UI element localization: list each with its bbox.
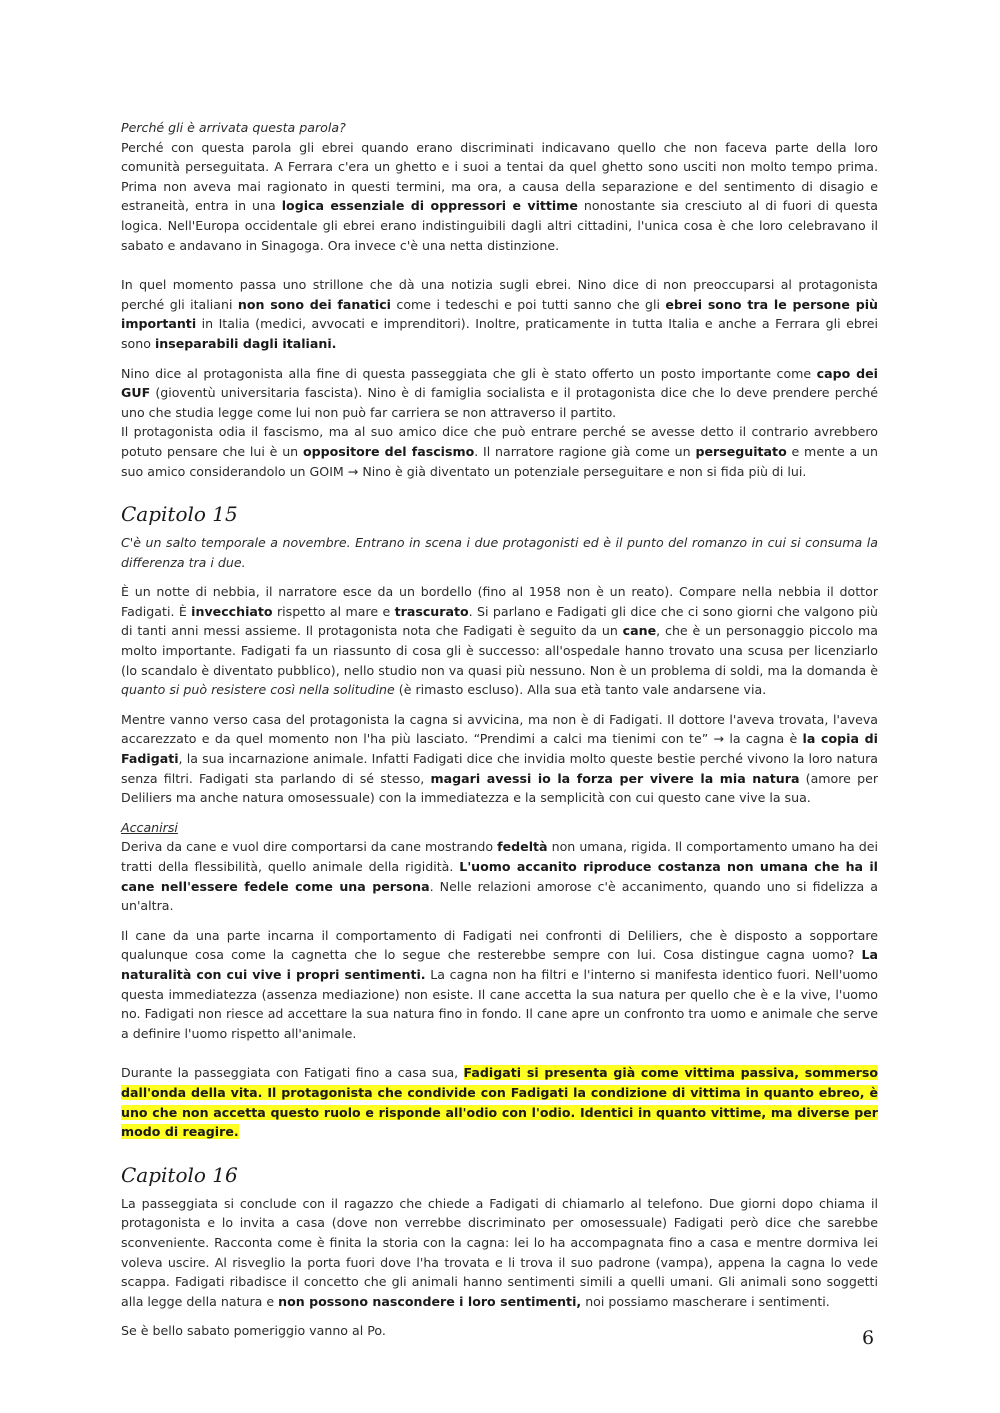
bold-phrase: la copia di Fadigati	[121, 731, 878, 767]
paragraph-phone-call: La passeggiata si conclude con il ragazzo che chiede a Fadigati di chiamarlo al telefono. Due giorni dopo chiama il protagonista e lo invita a casa (dove non verrebbe discriminato per omosessuale) Fadigati però dice che sarebbe sconveniente. Racconta come è finita la storia con la cagna: lei lo ha accompagnata fino a casa e mentre dormiva lei voleva uscire. Al risveglio la porta fuori dove l'ha trovata e li trova il suo padrone (vampa), appena la cagna lo vede scappa. Fadigati ribadisce il concetto che gli animali hanno sentimenti simili a quelli umani. Gli animali sono soggetti alla legge della natura e non possono nascondere i loro sentimenti, noi possiamo mascherare i sentimenti.	[121, 1195, 878, 1309]
paragraph-oppressors: Perché con questa parola gli ebrei quando erano discriminati indicavano quello che non faceva parte della loro comunità perseguitata. A Ferrara c'era un ghetto e i suoi a tentai da quel ghetto sono usciti non molto tempo prima. Prima non aveva mai ragionato in questi termini, ma ora, a causa della separazione e del sentimento di disagio e estraneità, entra in una logica essenziale di oppressori e vittime nonostante sia cresciuto al di fuori di questa logica. Nell'Europa occidentale gli ebrei erano indistinguibili dagli altri cittadini, l'unica cosa è che loro celebravano il sabato e andavano in Sinagoga. Ora invece c'è una netta distinzione.	[121, 139, 878, 253]
question-text: Perché gli è arrivata questa parola?	[121, 120, 346, 135]
paragraph-strillone: In quel momento passa uno strillone che dà una notizia sugli ebrei. Nino dice di non preoccuparsi al protagonista perché gli italiani non sono dei fanatici come i tedeschi e poi tutti sanno che gli ebrei sono tra le persone più importanti in Italia (medici, avvocati e imprenditori). Inoltre, praticamente in tutta Italia e anche a Ferrara gli ebrei sono inseparabili dagli italiani.	[121, 277, 879, 351]
paragraph-fog-night: È un notte di nebbia, il narratore esce da un bordello (fino al 1958 non è un reato). Compare nella nebbia il dottor Fadigati. È invecchiato rispetto al mare e trascurato. Si parlano e Fadigati gli dice che ci sono giorni che valgono più di tanti anni messi assieme. Il protagonista nota che Fadigati è seguito da un cane, che è un personaggio piccolo ma molto importante. Fadigati fa un riassunto di cosa gli è successo: all'ospedale hanno trovato una scusa per licenziarlo (lo scandalo è diventato pubblico), nello studio non va quasi più nessuno. Non è un problema di soldi, ma la domanda è quanto si può resistere così nella solitudine (è rimasto escluso). Alla sua età tanto vale andarsene via.	[121, 584, 878, 698]
paragraph-fascism: Il protagonista odia il fascismo, ma al suo amico dice che può entrare perché se avesse detto il contrario avrebbero potuto pensare che lui è un oppositore del fascismo. Il narratore ragione già come un perseguitato e mente a un suo amico considerandolo un GOIM → Nino è già diventato un potenziale perseguitare e non si fida più di lui.	[121, 424, 878, 479]
bold-phrase: magari avessi io la forza per vivere la mia natura	[430, 770, 800, 786]
bold-phrase: fedeltà	[497, 839, 548, 855]
paragraph-dog: Mentre vanno verso casa del protagonista la cagna si avvicina, ma non è di Fadigati. Il dottore l'aveva trovata, l'aveva accarezzato e da quel momento non l'ha più lasciato. “Prendimi a calci ma tienimi con te” → la cagna è la copia di Fadigati, la sua incarnazione animale. Infatti Fadigati dice che invidia molto queste bestie perché vivono la loro natura senza filtri. Fadigati sta parlando di sé stesso, magari avessi io la forza per vivere la mia natura (amore per Deliliers ma anche natura omosessuale) con la immediatezza e la semplicità con cui questo cane vive la sua.	[121, 711, 879, 806]
bold-phrase: La naturalità con cui vive i propri sentimenti.	[121, 947, 878, 982]
bold-phrase: capo dei GUF	[121, 365, 878, 401]
bold-phrase: non sono dei fanatici	[237, 296, 391, 312]
bold-phrase: L'uomo accanito riproduce costanza non umana che ha il cane nell'essere fedele come una persona	[121, 859, 878, 894]
question-line	[121, 118, 878, 138]
bold-phrase: trascurato	[394, 603, 469, 619]
paragraph-naturalness: Il cane da una parte incarna il comportamento di Fadigati nei confronti di Deliliers, che è disposto a sopportare qualunque cosa come la cagnetta che lo segue che resterebbe sempre con lui. Cosa distingue cagna uomo? La naturalità con cui vive i propri sentimenti. La cagna non ha filtri e l'interno si manifesta identico fuori. Nell'uomo questa immediatezza (assenza mediazione) non esiste. Il cane accetta la sua natura per quello che è e la vive, l'uomo no. Fadigati non riesce ad accettare la sua natura fino in fondo. Il cane apre un confronto tra uomo e animale che serve a definire l'uomo rispetto all'animale.	[121, 927, 878, 1041]
page-number: 6	[862, 1327, 875, 1349]
bold-phrase: non possono nascondere i loro sentimenti,	[278, 1293, 582, 1309]
bold-phrase: invecchiato	[191, 603, 273, 619]
chapter-15-title: Capitolo 15	[121, 502, 238, 527]
bold-phrase: logica essenziale di oppressori e vittime	[281, 198, 578, 214]
chapter-16-title: Capitolo 16	[121, 1162, 238, 1187]
bold-phrase: oppositore del fascismo	[302, 443, 475, 459]
page-content	[121, 118, 878, 1341]
bold-phrase: perseguitato	[695, 443, 787, 459]
highlighted-phrase: Fadigati si presenta già come vittima passiva, sommerso dall'onda della vita. Il protagonista che condivide con Fadigati la condizione di vittima in quanto ebreo, è uno che non accetta questo ruolo e risponde all'odio con l'odio. Identici in quanto vittime, ma diverse per modo di reagire.	[121, 1065, 879, 1140]
paragraph-guf: Nino dice al protagonista alla fine di questa passeggiata che gli è stato offerto un posto importante come capo dei GUF (gioventù universitaria fascista). Nino è di famiglia socialista e il protagonista dice che lo deve prendere perché uno che studia legge come lui non può far carriera se non attraverso il partito.	[121, 365, 878, 420]
subheading-accanirsi: Accanirsi	[121, 819, 178, 835]
paragraph-accanirsi: Deriva da cane e vuol dire comportarsi da cane mostrando fedeltà non umana, rigida. Il comportamento umano ha dei tratti della flessibilità, quello animale della rigidità. L'uomo accanito riproduce costanza non umana che ha il cane nell'essere fedele come una persona. Nelle relazioni amorose c'è accanimento, quando uno si fidelizza a un'altra.	[121, 839, 879, 914]
italic-phrase: quanto si può resistere così nella solitudine	[121, 682, 395, 698]
chapter-15-intro: C'è un salto temporale a novembre. Entrano in scena i due protagonisti ed è il punto del romanzo in cui si consuma la differenza tra i due.	[121, 535, 878, 570]
paragraph-victims: Durante la passeggiata con Fatigati fino a casa sua, Fadigati si presenta già come vittima passiva, sommerso dall'onda della vita. Il protagonista che condivide con Fadigati la condizione di vittima in quanto ebreo, è uno che non accetta questo ruolo e risponde all'odio con l'odio. Identici in quanto vittime, ma diverse per modo di reagire.	[121, 1065, 879, 1140]
bold-phrase: ebrei sono tra le persone più importanti	[121, 296, 879, 332]
bold-phrase: cane	[622, 623, 657, 639]
paragraph-po: Se è bello sabato pomeriggio vanno al Po.	[121, 1323, 386, 1339]
bold-phrase: inseparabili dagli italiani.	[154, 335, 337, 351]
